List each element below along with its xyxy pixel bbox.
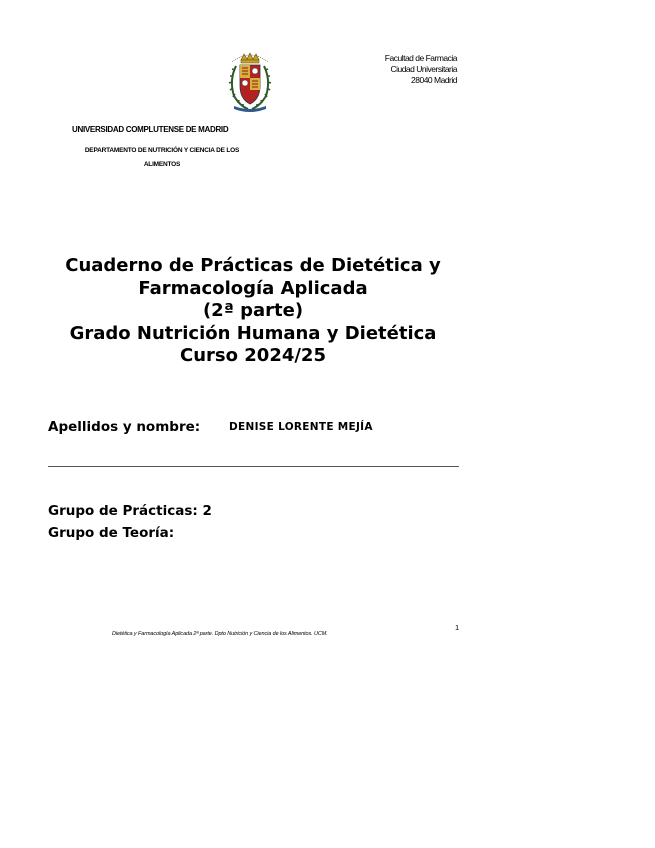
name-label: Apellidos y nombre:: [48, 419, 201, 435]
department-line-2: ALIMENTOS: [143, 161, 181, 168]
title-line-3: (2ª parte): [202, 300, 304, 321]
university-name: UNIVERSIDAD COMPLUTENSE DE MADRID: [72, 125, 229, 134]
student-name: DENISE LORENTE MEJÍA: [229, 421, 373, 433]
theory-group: Grupo de Teoría:: [48, 525, 175, 541]
department-name: [62, 144, 262, 172]
document-title: [48, 255, 458, 368]
department-line-1: DEPARTAMENTO DE NUTRICIÓN Y CIENCIA DE LOS: [84, 147, 240, 154]
practice-group: Grupo de Prácticas: 2: [48, 503, 212, 519]
address-line-3: 28040 Madrid: [411, 75, 457, 85]
title-line-4: Grado Nutrición Humana y Dietética: [69, 322, 437, 344]
title-line-5: Curso 2024/25: [180, 345, 326, 366]
page-footer: Dietética y Farmacología Aplicada 2ª parte. Dpto Nutrición y Ciencia de los Alimentos. UCM.: [112, 631, 328, 637]
faculty-address: [385, 53, 457, 86]
page-number: 1: [455, 623, 460, 632]
university-crest-logo: [226, 52, 274, 114]
divider-line: [48, 466, 459, 467]
title-line-2: Farmacología Aplicada: [138, 277, 368, 299]
address-line-1: Facultad de Farmacia: [384, 53, 457, 63]
title-line-1: Cuaderno de Prácticas de Dietética y: [65, 255, 441, 276]
address-line-2: Ciudad Universitaria: [390, 64, 457, 74]
